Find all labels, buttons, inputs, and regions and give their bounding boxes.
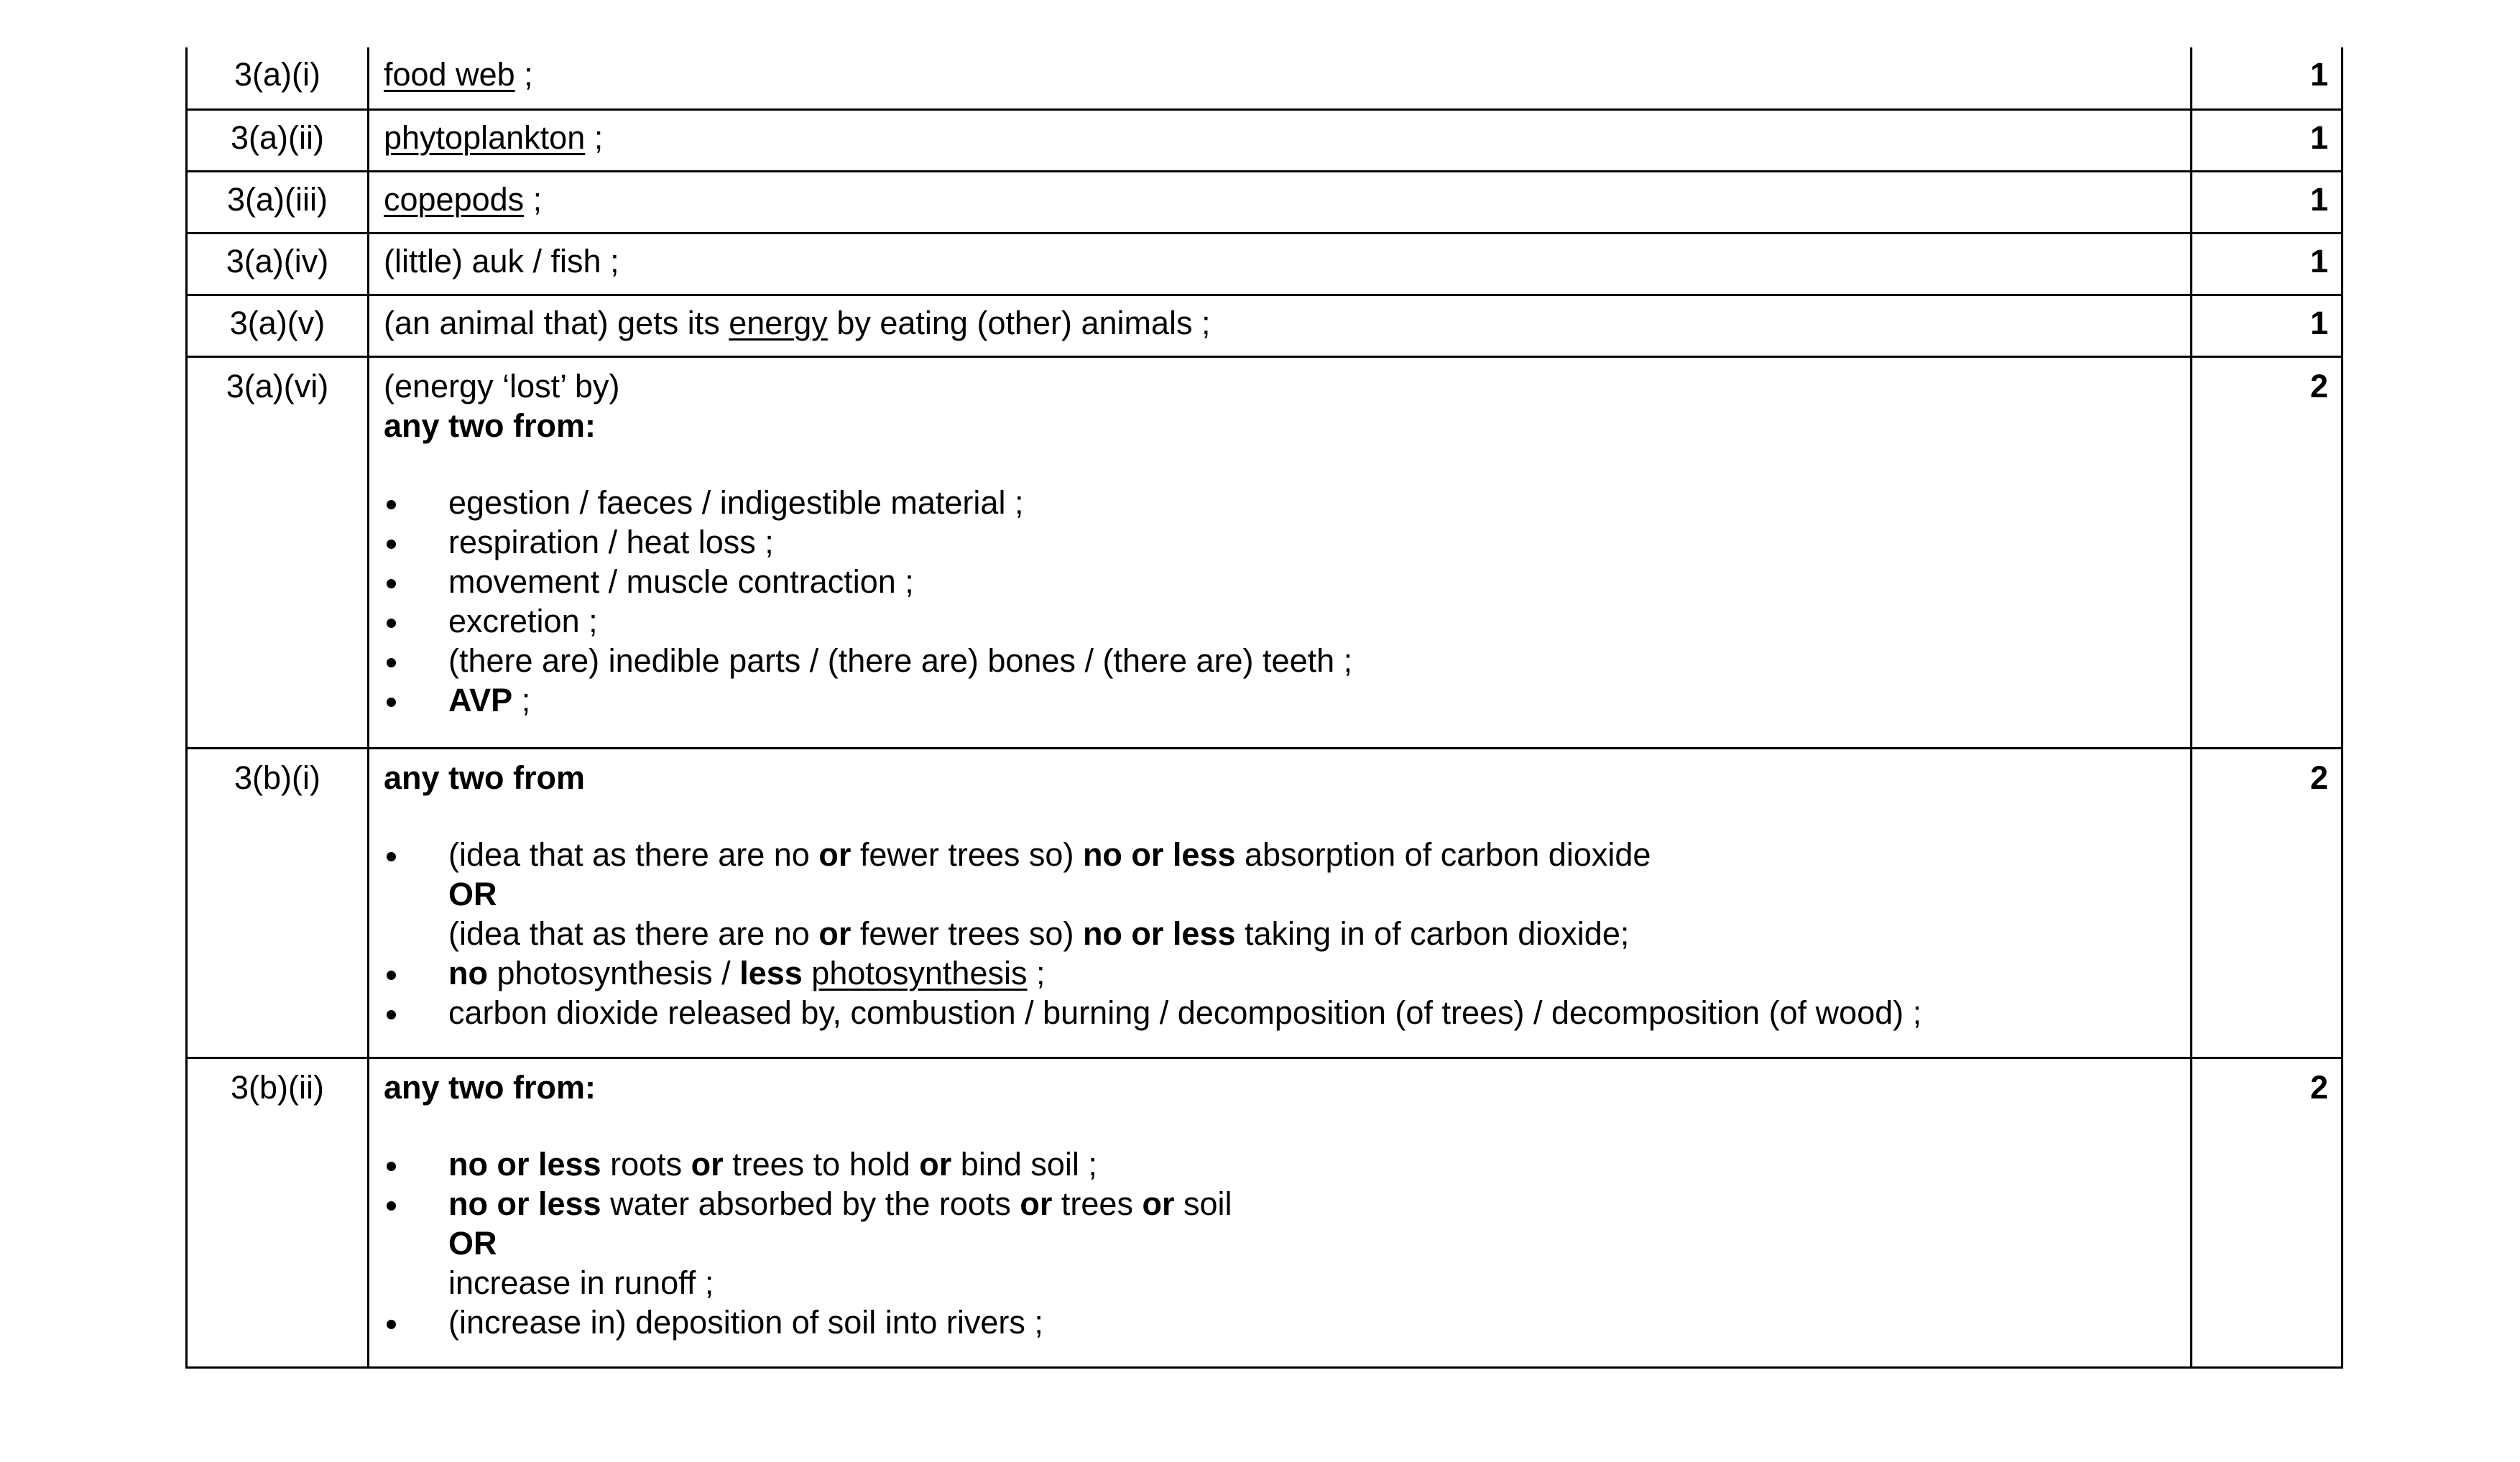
marks: 1 bbox=[2192, 171, 2343, 233]
marks: 1 bbox=[2192, 47, 2343, 109]
marks: 2 bbox=[2192, 748, 2343, 1058]
list-item: AVP ; bbox=[384, 680, 2177, 720]
question-number: 3(a)(iv) bbox=[187, 233, 369, 295]
answer-text: by eating (other) animals ; bbox=[827, 304, 1211, 341]
list-item: (there are) inedible parts / (there are) bones / (there are) teeth ; bbox=[384, 641, 2177, 680]
list-item: no photosynthesis / less photosynthesis ; bbox=[384, 953, 2177, 993]
answer-text: (little) auk / fish ; bbox=[384, 242, 619, 279]
marks: 2 bbox=[2192, 356, 2343, 748]
marks: 1 bbox=[2192, 109, 2343, 171]
question-number: 3(a)(iii) bbox=[187, 171, 369, 233]
table-row bbox=[187, 295, 2343, 356]
answer-cell bbox=[369, 748, 2192, 1058]
answer-underlined: energy bbox=[729, 304, 828, 341]
answer-cell bbox=[369, 109, 2192, 171]
table-row bbox=[187, 233, 2343, 295]
list-item: respiration / heat loss ; bbox=[384, 522, 2177, 562]
answer-underlined: food web bbox=[384, 56, 515, 93]
answer-cell bbox=[369, 295, 2192, 356]
marks: 1 bbox=[2192, 233, 2343, 295]
table-row bbox=[187, 748, 2343, 1058]
answer-text: ; bbox=[514, 56, 533, 93]
answer-cell bbox=[369, 1058, 2192, 1367]
question-number: 3(a)(vi) bbox=[187, 356, 369, 748]
answer-list bbox=[384, 1144, 2177, 1342]
table-row bbox=[187, 171, 2343, 233]
answer-underlined: phytoplankton bbox=[384, 119, 586, 156]
table-row bbox=[187, 109, 2343, 171]
avp-label: AVP bbox=[448, 681, 513, 718]
list-item: movement / muscle contraction ; bbox=[384, 562, 2177, 601]
question-number: 3(a)(v) bbox=[187, 295, 369, 356]
question-number: 3(b)(ii) bbox=[187, 1058, 369, 1367]
mark-scheme-table bbox=[185, 47, 2343, 1369]
answer-heading: any two from bbox=[384, 759, 586, 796]
question-number: 3(b)(i) bbox=[187, 748, 369, 1058]
list-item: carbon dioxide released by, combustion / burning / decomposition (of trees) / decomposition (of wood) ; bbox=[384, 993, 2177, 1032]
answer-heading: any two from: bbox=[384, 407, 596, 444]
marks: 2 bbox=[2192, 1058, 2343, 1367]
answer-list bbox=[384, 483, 2177, 720]
answer-cell bbox=[369, 171, 2192, 233]
question-number: 3(a)(ii) bbox=[187, 109, 369, 171]
table-row bbox=[187, 47, 2343, 109]
answer-cell bbox=[369, 47, 2192, 109]
list-item: no or less roots or trees to hold or bind soil ; bbox=[384, 1144, 2177, 1184]
answer-underlined: copepods bbox=[384, 180, 525, 218]
answer-cell bbox=[369, 356, 2192, 748]
list-item: (increase in) deposition of soil into rivers ; bbox=[384, 1303, 2177, 1342]
answer-heading: any two from: bbox=[384, 1068, 596, 1106]
answer-text: ; bbox=[585, 119, 604, 156]
list-item: excretion ; bbox=[384, 601, 2177, 641]
list-item: no or less water absorbed by the roots or trees or soil OR increase in runoff ; bbox=[384, 1184, 2177, 1303]
question-number: 3(a)(i) bbox=[187, 47, 369, 109]
answer-list bbox=[384, 835, 2177, 1032]
answer-text: ; bbox=[524, 180, 543, 218]
or-divider: OR bbox=[448, 1224, 497, 1262]
list-item: (idea that as there are no or fewer trees so) no or less absorption of carbon dioxide OR (idea that as there are no or fewer trees so) no or less taking in of carbon dioxide; bbox=[384, 835, 2177, 953]
table-row bbox=[187, 1058, 2343, 1367]
answer-cell bbox=[369, 233, 2192, 295]
table-row bbox=[187, 356, 2343, 748]
marks: 1 bbox=[2192, 295, 2343, 356]
answer-text: (an animal that) gets its bbox=[384, 304, 729, 341]
or-divider: OR bbox=[448, 875, 497, 912]
answer-intro: (energy ‘lost’ by) bbox=[384, 367, 620, 404]
list-item: egestion / faeces / indigestible material ; bbox=[384, 483, 2177, 522]
